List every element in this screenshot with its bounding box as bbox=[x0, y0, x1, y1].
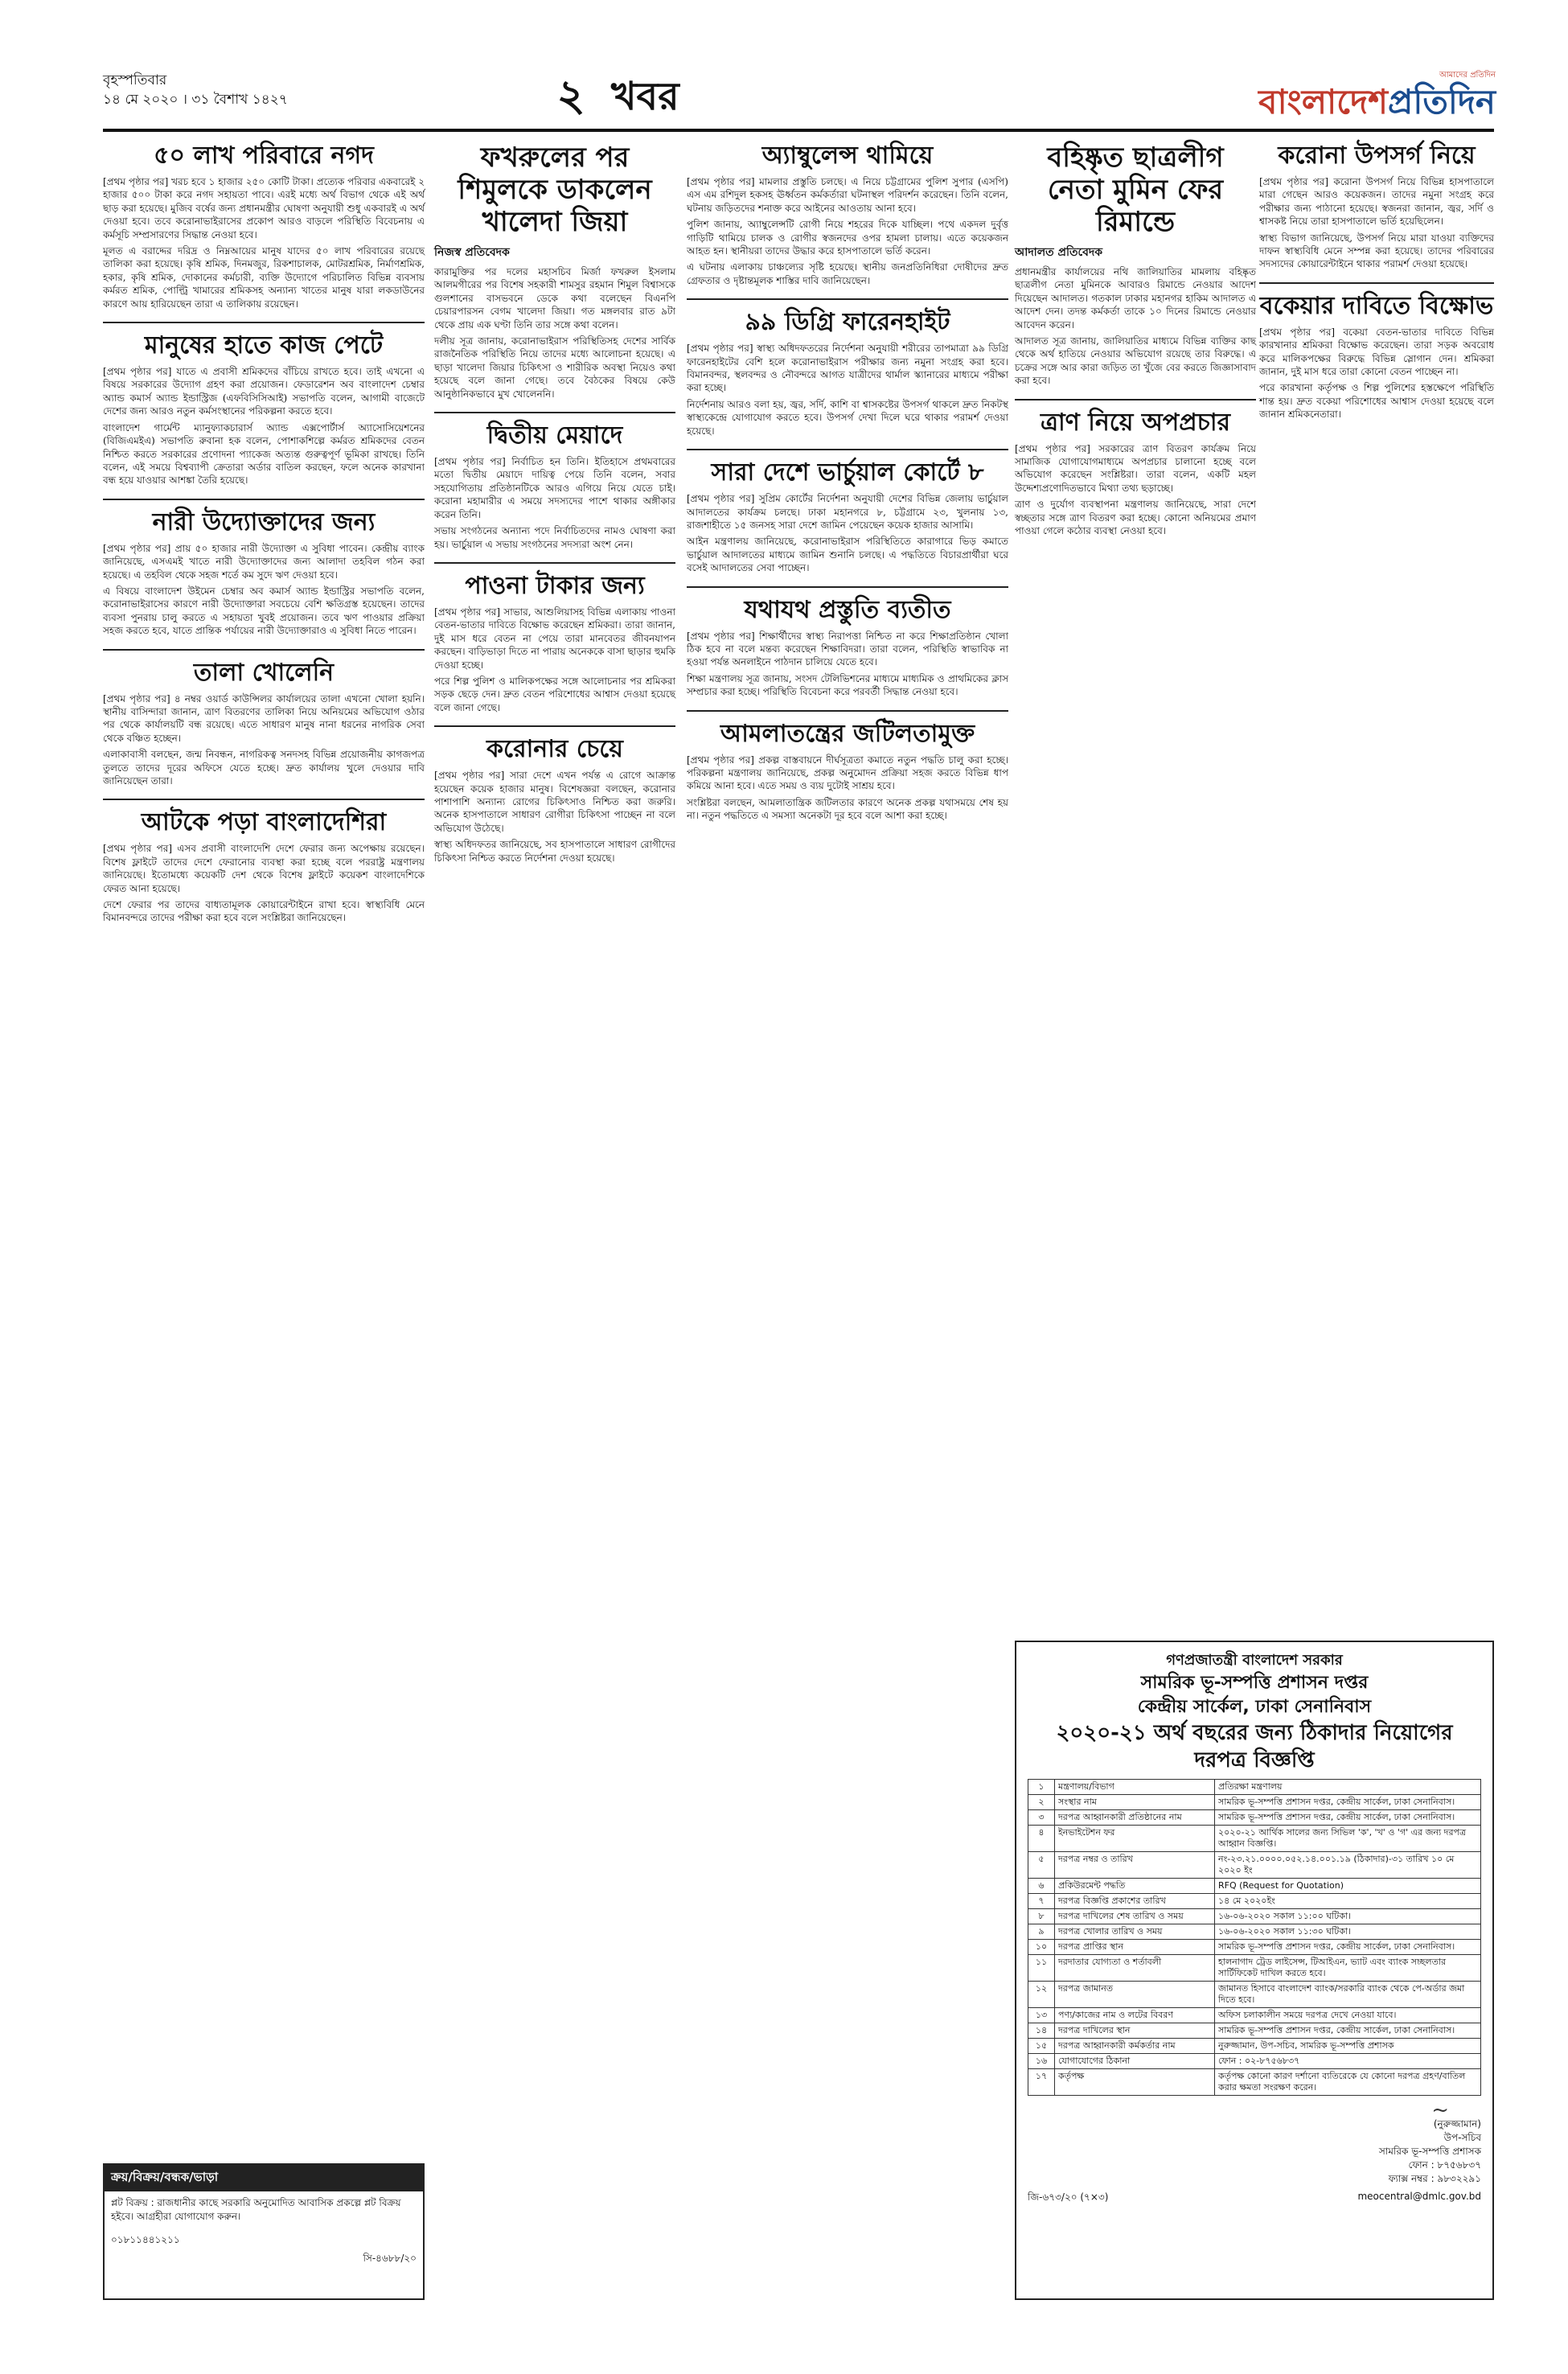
tender-row-field: পণ্য/কাজের নাম ও লটের বিবরণ bbox=[1055, 2008, 1215, 2023]
tender-signature-block bbox=[1028, 2098, 1481, 2186]
paragraph: বাংলাদেশ গার্মেন্ট ম্যানুফ্যাকচারার্স অ্যান্ড এক্সপোর্টার্স অ্যাসোসিয়েশনের (বিজিএমইএ) সভাপতি রুবানা হক বলেন, পোশাকশিল্পে কর্মরত শ্রমিকদের বেতন নিশ্চিত করতে সরকারের প্রণোদনা প্যাকেজ অত্যন্ত গুরুত্বপূর্ণ ভূমিকা রাখছে। তিনি বলেন, এই সময়ে বিশ্বব্যাপী ক্রেতারা অর্ডার বাতিল করছেন, ফলে অনেক কারখানা বন্ধ হয়ে যাওয়ার আশঙ্কা তৈরি হয়েছে। bbox=[103, 421, 425, 487]
paragraph: কারামুক্তির পর দলের মহাসচিব মির্জা ফখরুল ইসলাম আলমগীরের পর বিশেষ সহকারী শামসুর রহমান শিমুল বিশ্বাসকে গুলশানের বাসভবনে ডেকে কথা বলেছেন বিএনপি চেয়ারপারসন বেগম খালেদা জিয়া। গত মঙ্গলবার রাত ৯টা থেকে প্রায় এক ঘণ্টা তিনি তার সঙ্গে কথা বলেন। bbox=[434, 266, 675, 331]
masthead-rule bbox=[103, 129, 1494, 132]
article-jobs bbox=[103, 331, 425, 487]
tender-row-number: ৫ bbox=[1028, 1852, 1055, 1879]
article-virtual-court bbox=[687, 458, 1008, 574]
paragraph: ত্রাণ ও দুর্যোগ ব্যবস্থাপনা মন্ত্রণালয় জানিয়েছে, সারা দেশে স্বচ্ছতার সঙ্গে ত্রাণ বিতরণ করা হচ্ছে। কোনো অনিয়মের প্রমাণ পাওয়া গেলে কঠোর ব্যবস্থা নেওয়া হবে। bbox=[1015, 499, 1256, 537]
paragraph: [প্রথম পৃষ্ঠার পর] বকেয়া বেতন-ভাতার দাবিতে বিভিন্ন কারখানার শ্রমিকরা বিক্ষোভ করেছেন। তারা সড়ক অবরোধ করে মালিকপক্ষের বিরুদ্ধে বিভিন্ন স্লোগান দেন। শ্রমিকরা জানান, দুই মাস ধরে তারা কোনো বেতন পাচ্ছেন না। bbox=[1259, 326, 1494, 378]
tender-row-number: ১২ bbox=[1028, 1982, 1055, 2008]
tender-row-value: জামানত হিসাবে বাংলাদেশ ব্যাংক/সরকারি ব্যাংক থেকে পে-অর্ডার জমা দিতে হবে। bbox=[1215, 1982, 1481, 2008]
masthead-date bbox=[103, 71, 288, 109]
classified-ad bbox=[103, 2163, 425, 2300]
tender-circle: কেন্দ্রীয় সার্কেল, ঢাকা সেনানিবাস bbox=[1137, 1697, 1372, 1717]
tender-row bbox=[1028, 2023, 1481, 2039]
tender-row bbox=[1028, 1795, 1481, 1810]
paragraph: পরে শিল্প পুলিশ ও মালিকপক্ষের সঙ্গে আলোচনার পর শ্রমিকরা সড়ক ছেড়ে দেন। দ্রুত বেতন পরিশোধের আশ্বাস দেওয়া হয়েছে বলে জানা গেছে। bbox=[434, 675, 675, 713]
article-than-corona bbox=[434, 735, 675, 865]
tender-row bbox=[1028, 1982, 1481, 2008]
paragraph: [প্রথম পৃষ্ঠার পর] এসব প্রবাসী বাংলাদেশি দেশে ফেরার জন্য অপেক্ষায় রয়েছেন। বিশেষ ফ্লাইটে তাদের দেশে ফেরানোর ব্যবস্থা করা হচ্ছে বলে পররাষ্ট্র মন্ত্রণালয় জানিয়েছে। ইতোমধ্যে কয়েকটি দেশ থেকে বিশেষ ফ্লাইটে কয়েকশ বাংলাদেশিকে ফেরত আনা হয়েছে। bbox=[103, 843, 425, 894]
paragraph: আদালত সূত্র জানায়, জালিয়াতির মাধ্যমে বিভিন্ন ব্যক্তির কাছ থেকে অর্থ হাতিয়ে নেওয়ার অভিযোগ রয়েছে তার বিরুদ্ধে। এ চক্রের সঙ্গে আর কারা জড়িত তা খুঁজে বের করতে জিজ্ঞাসাবাদ করা হবে। bbox=[1015, 335, 1256, 387]
tender-row-field: দরপত্র আহ্বানকারী প্রতিষ্ঠানের নাম bbox=[1055, 1810, 1215, 1826]
paragraph: আইন মন্ত্রণালয় জানিয়েছে, করোনাভাইরাস পরিস্থিতিতে কারাগারে ভিড় কমাতে ভার্চুয়াল আদালতের মাধ্যমে জামিন শুনানি চলছে। এ পদ্ধতিতে বিচারপ্রার্থীরা ঘরে বসেই আদালতের সেবা পাচ্ছেন। bbox=[687, 536, 1008, 574]
paragraph: [প্রথম পৃষ্ঠার পর] নির্বাচিত হন তিনি। ইতিহাসে প্রথমবারের মতো দ্বিতীয় মেয়াদে দায়িত্ব পেয়ে তিনি বলেন, সবার সহযোগিতায় প্রতিষ্ঠানটিকে আরও এগিয়ে নিয়ে যেতে চাই। করোনা মহামারীর এ সময়ে সদস্যদের পাশে থাকার অঙ্গীকার করেন তিনি। bbox=[434, 456, 675, 520]
divider bbox=[687, 586, 1008, 588]
divider bbox=[103, 499, 425, 500]
tender-row bbox=[1028, 1894, 1481, 1909]
article-second-term bbox=[434, 421, 675, 551]
column-5 bbox=[1259, 142, 1494, 433]
classified-body: প্লট বিক্রয় : রাজধানীর কাছে সরকারি অনুমোদিত আবাসিক প্রকল্পে প্লট বিক্রয় হইবে। আগ্রহীরা যোগাযোগ করুন। bbox=[111, 2197, 401, 2222]
tender-row-number: ৬ bbox=[1028, 1879, 1055, 1894]
headline: ৫০ লাখ পরিবারে নগদ bbox=[154, 142, 374, 170]
paragraph: দলীয় সূত্র জানায়, করোনাভাইরাস পরিস্থিতিসহ দেশের সার্বিক রাজনৈতিক পরিস্থিতি নিয়ে তাদের মধ্যে আলোচনা হয়েছে। এ ছাড়া খালেদা জিয়ার চিকিৎসা ও শারীরিক অবস্থা নিয়েও কথা হয়েছে বলে জানা গেছে। তবে বৈঠকের বিষয়ে কেউ আনুষ্ঠানিকভাবে মুখ খোলেননি। bbox=[434, 335, 675, 400]
paragraph: শিক্ষা মন্ত্রণালয় সূত্র জানায়, সংসদ টেলিভিশনের মাধ্যমে মাধ্যমিক ও প্রাথমিকের ক্লাস সম্প্রচার করা হচ্ছে। পরিস্থিতি বিবেচনা করে পরবর্তী সিদ্ধান্ত নেওয়া হবে। bbox=[687, 672, 1008, 698]
divider bbox=[434, 725, 675, 727]
tender-row-value: নং-২৩.২১.০০০০.০৫২.১৪.০০১.১৯ (ঠিকাদার)-৩১ তারিখ ১০ মে ২০২০ ইং bbox=[1215, 1852, 1481, 1879]
signer-title-1: উপ-সচিব bbox=[1443, 2132, 1481, 2143]
article-dues bbox=[434, 572, 675, 714]
tender-row-number: ৭ bbox=[1028, 1894, 1055, 1909]
tender-row-number: ১৬ bbox=[1028, 2054, 1055, 2069]
signer-phone: ফোন : ৮৭৫৬৮৩৭ bbox=[1408, 2159, 1481, 2171]
article-dues-protest bbox=[1259, 292, 1494, 421]
page-number: ২ bbox=[556, 69, 585, 121]
logo-tagline: আমাদের প্রতিদিন bbox=[1439, 71, 1496, 80]
headline: মানুষের হাতে কাজ পেটে bbox=[144, 331, 384, 360]
tender-row-value: ১৬-০৬-২০২০ সকাল ১১:৩০ ঘটিকা। bbox=[1215, 1924, 1481, 1940]
paragraph: [প্রথম পৃষ্ঠার পর] ৪ নম্বর ওয়ার্ড কাউন্সিলর কার্যালয়ের তালা এখনো খোলা হয়নি। স্থানীয় বাসিন্দারা জানান, ত্রাণ বিতরণের তালিকা নিয়ে অনিয়মের অভিযোগ ওঠার পর থেকে কার্যালয়টি বন্ধ রয়েছে। এতে সাধারণ মানুষ নানা ধরনের নাগরিক সেবা থেকে বঞ্চিত হচ্ছেন। bbox=[103, 692, 425, 744]
tender-row-number: ৪ bbox=[1028, 1826, 1055, 1852]
headline: যথাযথ প্রস্তুতি ব্যতীত bbox=[744, 595, 951, 624]
paragraph: দেশে ফেরার পর তাদের বাধ্যতামূলক কোয়ারেন্টাইনে রাখা হবে। স্বাস্থ্যবিধি মেনে বিমানবন্দরে তাদের পরীক্ষা করা হবে বলে সংশ্লিষ্টরা জানিয়েছেন। bbox=[103, 899, 425, 924]
paragraph: পরে কারখানা কর্তৃপক্ষ ও শিল্প পুলিশের হস্তক্ষেপে পরিস্থিতি শান্ত হয়। দ্রুত বকেয়া পরিশোধের আশ্বাস দেওয়া হয়েছে বলে জানান শ্রমিকনেতারা। bbox=[1259, 382, 1494, 421]
logo-part-2: প্রতিদিন bbox=[1387, 82, 1496, 121]
paragraph: স্বাস্থ্য বিভাগ জানিয়েছে, উপসর্গ নিয়ে মারা যাওয়া ব্যক্তিদের দাফন স্বাস্থ্যবিধি মেনে সম্পন্ন করা হয়েছে। তাদের পরিবারের সদস্যদের কোয়ারেন্টাইনে থাকার পরামর্শ দেওয়া হয়েছে। bbox=[1259, 232, 1494, 270]
tender-row-value: কর্তৃপক্ষ কোনো কারণ দর্শানো ব্যতিরেকে যে কোনো দরপত্র গ্রহণ/বাতিল করার ক্ষমতা সংরক্ষণ করেন। bbox=[1215, 2069, 1481, 2096]
tender-row-number: ১৩ bbox=[1028, 2008, 1055, 2023]
paragraph: সভায় সংগঠনের অন্যান্য পদে নির্বাচিতদের নামও ঘোষণা করা হয়। ভার্চুয়াল এ সভায় সংগঠনের সদস্যরা অংশ নেন। bbox=[434, 525, 675, 550]
tender-row-number: ৯ bbox=[1028, 1924, 1055, 1940]
tender-row-value: সামরিক ভূ-সম্পত্তি প্রশাসন দপ্তর, কেন্দ্রীয় সার্কেল, ঢাকা সেনানিবাস। bbox=[1215, 2023, 1481, 2039]
paragraph: [প্রথম পৃষ্ঠার পর] স্বাস্থ্য অধিদফতরের নির্দেশনা অনুযায়ী শরীরের তাপমাত্রা ৯৯ ডিগ্রি ফারেনহাইটের বেশি হলে করোনাভাইরাস পরীক্ষার জন্য নমুনা সংগ্রহ করা হবে। বিমানবন্দর, স্থলবন্দর ও নৌবন্দরে আগত যাত্রীদের থার্মাল স্ক্যানারের মাধ্যমে পরীক্ষা করা হচ্ছে। bbox=[687, 343, 1008, 394]
newspaper-logo bbox=[1126, 69, 1496, 125]
tender-row bbox=[1028, 1826, 1481, 1852]
column-1 bbox=[103, 142, 425, 936]
tender-footer bbox=[1028, 2191, 1481, 2207]
signer-fax: ফ্যাক্স নম্বর : ৯৮৩২২৯১ bbox=[1388, 2173, 1481, 2184]
tender-row-field: দরপত্র খোলার তারিখ ও সময় bbox=[1055, 1924, 1215, 1940]
masthead-day: বৃহস্পতিবার bbox=[103, 72, 167, 88]
tender-row-value: নুরুজ্জামান, উপ-সচিব, সামরিক ভূ-সম্পত্তি প্রশাসক bbox=[1215, 2039, 1481, 2054]
divider bbox=[1259, 282, 1494, 284]
headline: নারী উদ্যোক্তাদের জন্য bbox=[152, 507, 376, 536]
tender-row bbox=[1028, 2008, 1481, 2023]
signer-name: (নুরুজ্জামান) bbox=[1433, 2118, 1481, 2130]
tender-row-field: দরপত্র বিজ্ঞপ্তি প্রকাশের তারিখ bbox=[1055, 1894, 1215, 1909]
paragraph: এলাকাবাসী বলছেন, জন্ম নিবন্ধন, নাগরিকত্ব সনদসহ বিভিন্ন প্রয়োজনীয় কাগজপত্র তুলতে তাদের দূরের অফিসে যেতে হচ্ছে। দ্রুত কার্যালয় খুলে দেওয়ার দাবি জানিয়েছেন তারা। bbox=[103, 749, 425, 787]
article-women-entrepreneurs bbox=[103, 508, 425, 638]
tender-row-number: ১৭ bbox=[1028, 2069, 1055, 2096]
tender-row-field: মন্ত্রণালয়/বিভাগ bbox=[1055, 1780, 1215, 1795]
paragraph: প্রধানমন্ত্রীর কার্যালয়ের নথি জালিয়াতির মামলায় বহিষ্কৃত ছাত্রলীগ নেতা মুমিনকে আবারও রিমান্ডে নেওয়ার আদেশ দিয়েছেন আদালত। গতকাল ঢাকার মহানগর হাকিম আদালত এ আদেশ দেন। তদন্ত কর্মকর্তা তাকে ১০ দিনের রিমান্ডে নেওয়ার আবেদন করেন। bbox=[1015, 266, 1256, 331]
paragraph: [প্রথম পৃষ্ঠার পর] সাভার, আশুলিয়াসহ বিভিন্ন এলাকায় পাওনা বেতন-ভাতার দাবিতে বিক্ষোভ করেছেন শ্রমিকরা। তারা জানান, দুই মাস ধরে বেতন না পেয়ে তারা মানবেতর জীবনযাপন করছেন। বাড়িভাড়া দিতে না পারায় অনেককে বাসা ছাড়ার হুমকি দেওয়া হচ্ছে। bbox=[434, 606, 675, 671]
article-lock bbox=[103, 659, 425, 788]
divider bbox=[103, 799, 425, 800]
paragraph: [প্রথম পৃষ্ঠার পর] শিক্ষার্থীদের স্বাস্থ্য নিরাপত্তা নিশ্চিত না করে শিক্ষাপ্রতিষ্ঠান খোলা ঠিক হবে না বলে মন্তব্য করেছেন শিক্ষাবিদরা। তারা বলেন, পরিস্থিতি স্বাভাবিক না হওয়া পর্যন্ত অনলাইনে পাঠদান চালিয়ে যেতে হবে। bbox=[687, 630, 1008, 668]
article-99-degree bbox=[687, 308, 1008, 437]
tender-notice bbox=[1015, 1641, 1494, 2300]
signature-mark: ~ bbox=[1431, 2098, 1449, 2122]
column-2 bbox=[434, 142, 675, 876]
tender-email[interactable]: meocentral@dmlc.gov.bd bbox=[1357, 2191, 1481, 2202]
article-cash-support bbox=[103, 142, 425, 310]
tender-row-number: ১৫ bbox=[1028, 2039, 1055, 2054]
tender-row-value: RFQ (Request for Quotation) bbox=[1215, 1879, 1481, 1894]
tender-office: সামরিক ভূ-সম্পত্তি প্রশাসন দপ্তর bbox=[1140, 1673, 1369, 1693]
tender-row-field: প্রকিউরমেন্ট পদ্ধতি bbox=[1055, 1879, 1215, 1894]
section-label: খবর bbox=[611, 74, 679, 119]
tender-govt: গণপ্রজাতন্ত্রী বাংলাদেশ সরকার bbox=[1166, 1652, 1343, 1669]
tender-row-value: ২০২০-২১ আর্থিক সালের জন্য সিভিল 'ক', 'খ' ও 'গ' এর জন্য দরপত্র আহ্বান বিজ্ঞপ্তি। bbox=[1215, 1826, 1481, 1852]
tender-row-field: দরদাতার যোগ্যতা ও শর্তাবলী bbox=[1055, 1955, 1215, 1982]
column-4 bbox=[1015, 142, 1256, 549]
tender-ref: জি-৬৭৩/২০ (৭×৩) bbox=[1028, 2191, 1109, 2203]
article-relief-propaganda bbox=[1015, 409, 1256, 538]
divider bbox=[687, 298, 1008, 300]
headline: সারা দেশে ভার্চুয়াল কোর্টে ৮ bbox=[711, 458, 984, 487]
tender-row-field: যোগাযোগের ঠিকানা bbox=[1055, 2054, 1215, 2069]
divider bbox=[434, 562, 675, 564]
tender-row bbox=[1028, 1909, 1481, 1924]
tender-row-field: দরপত্র দাখিলের স্থান bbox=[1055, 2023, 1215, 2039]
byline: আদালত প্রতিবেদক bbox=[1015, 246, 1103, 259]
tender-row-value: অফিস চলাকালীন সময়ে দরপত্র দেখে নেওয়া যাবে। bbox=[1215, 2008, 1481, 2023]
divider bbox=[687, 710, 1008, 712]
tender-row-value: সামরিক ভূ-সম্পত্তি প্রশাসন দপ্তর, কেন্দ্রীয় সার্কেল, ঢাকা সেনানিবাস। bbox=[1215, 1810, 1481, 1826]
logo-part-1: বাংলাদেশ bbox=[1258, 82, 1388, 121]
headline: আমলাতন্ত্রের জটিলতামুক্ত bbox=[720, 719, 975, 748]
paragraph: [প্রথম পৃষ্ঠার পর] খরচ হবে ১ হাজার ২৫০ কোটি টাকা। প্রত্যেক পরিবার একবারেই ২ হাজার ৫০০ টাকা করে নগদ সহায়তা পাবে। এরই মধ্যে অর্থ বিভাগ থেকে এই অর্থ ছাড় করা হয়েছে। মুজিব বর্ষের জন্য প্রধানমন্ত্রীর ঘোষণা অনুযায়ী শুধু একবারই এ অর্থ দেওয়া হবে। তবে করোনাভাইরাসের প্রকোপ আরও বাড়লে পরিস্থিতি বিবেচনায় এ কর্মসূচি সম্প্রসারণের সিদ্ধান্ত নেওয়া হবে। bbox=[103, 176, 425, 240]
divider bbox=[103, 649, 425, 651]
article-momin-remand bbox=[1015, 142, 1256, 388]
paragraph: [প্রথম পৃষ্ঠার পর] সরকারের ত্রাণ বিতরণ কার্যক্রম নিয়ে সামাজিক যোগাযোগমাধ্যমে অপপ্রচার চালানো হচ্ছে বলে অভিযোগ করেছেন সংশ্লিষ্টরা। তারা বলেন, একটি মহল উদ্দেশ্যপ্রণোদিতভাবে মিথ্যা তথ্য ছড়াচ্ছে। bbox=[1015, 442, 1256, 494]
divider bbox=[687, 449, 1008, 450]
classified-header: ক্রয়/বিক্রয়/বন্ধক/ভাড়া bbox=[105, 2165, 423, 2191]
tender-row-value: ১৬-০৬-২০২০ সকাল ১১:০০ ঘটিকা। bbox=[1215, 1909, 1481, 1924]
paragraph: নির্দেশনায় আরও বলা হয়, জ্বর, সর্দি, কাশি বা শ্বাসকষ্টের উপসর্গ থাকলে দ্রুত নিকটস্থ স্বাস্থ্যকেন্দ্রে যোগাযোগ করতে হবে। উপসর্গ দেখা দিলে ঘরে থাকার পরামর্শ দেওয়া হয়েছে। bbox=[687, 398, 1008, 437]
tender-row bbox=[1028, 1810, 1481, 1826]
tender-title: ২০২০-২১ অর্থ বছরের জন্য ঠিকাদার নিয়োগের দরপত্র বিজ্ঞপ্তি bbox=[1056, 1721, 1453, 1772]
tender-row-value: ফোন : ০২-৮৭৫৬৮৩৭ bbox=[1215, 2054, 1481, 2069]
tender-row-number: ১০ bbox=[1028, 1940, 1055, 1955]
paragraph: সংশ্লিষ্টরা বলছেন, আমলাতান্ত্রিক জটিলতার কারণে অনেক প্রকল্প যথাসময়ে শেষ হয় না। নতুন পদ্ধতিতে এ সমস্যা অনেকটা দূর হবে বলে আশা করা হচ্ছে। bbox=[687, 796, 1008, 822]
paragraph: [প্রথম পৃষ্ঠার পর] যাতে এ প্রবাসী শ্রমিকদের বাঁচিয়ে রাখতে হবে। তাই এখনো এ বিষয়ে সরকারের উদ্যোগ গ্রহণ করা প্রয়োজন। ফেডারেশন অব বাংলাদেশ চেম্বার অ্যান্ড কমার্স অ্যান্ড ইন্ডাস্ট্রিজ (এফবিসিসিআই) সভাপতি বলেন, আগামী বাজেটে দেশের জন্য আরও নতুন কর্মসংস্থানের পরিকল্পনা করতে হবে। bbox=[103, 366, 425, 417]
tender-row bbox=[1028, 1955, 1481, 1982]
tender-row bbox=[1028, 1780, 1481, 1795]
paragraph: [প্রথম পৃষ্ঠার পর] করোনা উপসর্গ নিয়ে বিভিন্ন হাসপাতালে মারা গেছেন আরও কয়েকজন। তাদের নমুনা সংগ্রহ করে পরীক্ষার জন্য পাঠানো হয়েছে। স্বজনরা জানান, জ্বর, সর্দি ও শ্বাসকষ্ট নিয়ে তারা হাসপাতালে ভর্তি হয়েছিলেন। bbox=[1259, 176, 1494, 228]
article-preparation bbox=[687, 596, 1008, 699]
classified-phone: ০১৮১১৪৪১২১১ bbox=[111, 2234, 180, 2245]
masthead-full-date: ১৪ মে ২০২০ । ৩১ বৈশাখ ১৪২৭ bbox=[103, 92, 288, 108]
paragraph: স্বাস্থ্য অধিদফতর জানিয়েছে, সব হাসপাতালে সাধারণ রোগীদের চিকিৎসা নিশ্চিত করতে নির্দেশনা দেওয়া হয়েছে। bbox=[434, 839, 675, 864]
article-ambulance bbox=[687, 142, 1008, 287]
tender-row-field: ইনভাইটেশন ফর bbox=[1055, 1826, 1215, 1852]
tender-row-field: দরপত্র জামানত bbox=[1055, 1982, 1215, 2008]
article-bureaucracy bbox=[687, 720, 1008, 823]
tender-row-value: সামরিক ভূ-সম্পত্তি প্রশাসন দপ্তর, কেন্দ্রীয় সার্কেল, ঢাকা সেনানিবাস। bbox=[1215, 1940, 1481, 1955]
headline: করোনা উপসর্গ নিয়ে bbox=[1278, 142, 1476, 170]
tender-row-field: দরপত্র আহ্বানকারী কর্মকর্তার নাম bbox=[1055, 2039, 1215, 2054]
tender-row bbox=[1028, 2054, 1481, 2069]
classified-code: সি-৪৬৮৮/২০ bbox=[363, 2253, 417, 2264]
tender-row-number: ৩ bbox=[1028, 1810, 1055, 1826]
tender-row-field: দরপত্র প্রাপ্তির স্থান bbox=[1055, 1940, 1215, 1955]
tender-row-number: ১১ bbox=[1028, 1955, 1055, 1982]
paragraph: মূলত এ বরাদ্দের দরিদ্র ও নিম্নআয়ের মানুষ যাদের ৫০ লাখ পরিবারের রয়েছে তালিকা করা হয়েছে। কৃষি শ্রমিক, দিনমজুর, রিকশাচালক, মোটরশ্রমিক, নির্মাণশ্রমিক, হকার, কৃষি শ্রমিক, দোকানের কর্মচারী, ব্যক্তি উদ্যোগে পরিচালিত বিভিন্ন ব্যবসায় কর্মরত শ্রমিক, পোল্ট্রি খামারের শ্রমিকসহ অন্যান্য খাতের মানুষ যারা লকডাউনের কারণে আয় হারিয়েছেন তারা এ তালিকায় রয়েছেন। bbox=[103, 245, 425, 310]
headline: অ্যাম্বুলেন্স থামিয়ে bbox=[761, 142, 934, 170]
tender-row-field: দরপত্র নম্বর ও তারিখ bbox=[1055, 1852, 1215, 1879]
tender-row-number: ২ bbox=[1028, 1795, 1055, 1810]
paragraph: [প্রথম পৃষ্ঠার পর] প্রায় ৫০ হাজার নারী উদ্যোক্তা এ সুবিধা পাবেন। কেন্দ্রীয় ব্যাংক জানিয়েছে, এসএমই খাতে নারী উদ্যোক্তাদের জন্য আলাদা তহবিল গঠন করা হয়েছে। এ তহবিল থেকে সহজ শর্তে কম সুদে ঋণ দেওয়া হবে। bbox=[103, 542, 425, 581]
headline: বকেয়ার দাবিতে বিক্ষোভ bbox=[1259, 291, 1494, 320]
tender-row-number: ১৪ bbox=[1028, 2023, 1055, 2039]
headline: ৯৯ ডিগ্রি ফারেনহাইট bbox=[745, 308, 950, 337]
paragraph: [প্রথম পৃষ্ঠার পর] সারা দেশে এখন পর্যন্ত এ রোগে আক্রান্ত হয়েছেন কয়েক হাজার মানুষ। বিশেষজ্ঞরা বলছেন, করোনার পাশাপাশি অন্যান্য রোগের চিকিৎসাও নিশ্চিত করা জরুরি। অনেক হাসপাতালে সাধারণ রোগীরা চিকিৎসা পাচ্ছেন না বলে অভিযোগ উঠেছে। bbox=[434, 770, 675, 834]
logo-text bbox=[1126, 83, 1496, 121]
column-3 bbox=[687, 142, 1008, 834]
tender-row-field: দরপত্র দাখিলের শেষ তারিখ ও সময় bbox=[1055, 1909, 1215, 1924]
paragraph: এ ঘটনায় এলাকায় চাঞ্চল্যের সৃষ্টি হয়েছে। স্থানীয় জনপ্রতিনিধিরা দোষীদের দ্রুত গ্রেফতার ও দৃষ্টান্তমূলক শাস্তির দাবি জানিয়েছেন। bbox=[687, 261, 1008, 286]
headline: ফখরুলের পর শিমুলকে ডাকলেন খালেদা জিয়া bbox=[458, 142, 652, 238]
tender-row bbox=[1028, 1940, 1481, 1955]
tender-row-value: হালনাগাদ ট্রেড লাইসেন্স, টিআইএন, ভ্যাট এবং ব্যাংক সচ্ছলতার সার্টিফিকেট দাখিল করতে হবে। bbox=[1215, 1955, 1481, 1982]
tender-row bbox=[1028, 1924, 1481, 1940]
article-khaleda bbox=[434, 142, 675, 400]
paragraph: [প্রথম পৃষ্ঠার পর] মামলার প্রস্তুতি চলছে। এ নিয়ে চট্টগ্রামের পুলিশ সুপার (এসপি) এস এম রশিদুল হকসহ ঊর্ধ্বতন কর্মকর্তারা ঘটনাস্থল পরিদর্শন করেছেন। তিনি বলেন, ঘটনায় জড়িতদের শনাক্ত করে আইনের আওতায় আনা হবে। bbox=[687, 176, 1008, 214]
tender-row-number: ৮ bbox=[1028, 1909, 1055, 1924]
headline: তালা খোলেনি bbox=[193, 658, 335, 687]
tender-row-value: সামরিক ভূ-সম্পত্তি প্রশাসন দপ্তর, কেন্দ্রীয় সার্কেল, ঢাকা সেনানিবাস। bbox=[1215, 1795, 1481, 1810]
headline: দ্বিতীয় মেয়াদে bbox=[486, 421, 623, 450]
paragraph: পুলিশ জানায়, অ্যাম্বুলেন্সটি রোগী নিয়ে শহরের দিকে যাচ্ছিল। পথে একদল দুর্বৃত্ত গাড়িটি থামিয়ে চালক ও রোগীর স্বজনদের ওপর হামলা চালায়। এতে কয়েকজন আহত হন। স্থানীয়রা তাদের উদ্ধার করে হাসপাতালে ভর্তি করেন। bbox=[687, 219, 1008, 257]
headline: করোনার চেয়ে bbox=[486, 735, 623, 764]
tender-row-value: প্রতিরক্ষা মন্ত্রণালয় bbox=[1215, 1780, 1481, 1795]
article-corona-symptoms bbox=[1259, 142, 1494, 271]
tender-row bbox=[1028, 2039, 1481, 2054]
tender-row-value: ১৪ মে ২০২০ইং bbox=[1215, 1894, 1481, 1909]
tender-row-number: ১ bbox=[1028, 1780, 1055, 1795]
tender-table bbox=[1028, 1779, 1481, 2096]
tender-row-field: কর্তৃপক্ষ bbox=[1055, 2069, 1215, 2096]
paragraph: [প্রথম পৃষ্ঠার পর] প্রকল্প বাস্তবায়নে দীর্ঘসূত্রতা কমাতে নতুন পদ্ধতি চালু করা হচ্ছে। পরিকল্পনা মন্ত্রণালয় জানিয়েছে, প্রকল্প অনুমোদন প্রক্রিয়া সহজ করতে বিভিন্ন ধাপ কমিয়ে আনা হবে। এতে সময় ও ব্যয় দুটোই সাশ্রয় হবে। bbox=[687, 754, 1008, 792]
tender-row bbox=[1028, 1852, 1481, 1879]
divider bbox=[103, 322, 425, 323]
headline: ত্রাণ নিয়ে অপপ্রচার bbox=[1040, 408, 1231, 437]
article-stranded bbox=[103, 808, 425, 924]
tender-row bbox=[1028, 1879, 1481, 1894]
byline: নিজস্ব প্রতিবেদক bbox=[434, 246, 510, 259]
divider bbox=[1015, 399, 1256, 400]
paragraph: [প্রথম পৃষ্ঠার পর] সুপ্রিম কোর্টের নির্দেশনা অনুযায়ী দেশের বিভিন্ন জেলায় ভার্চুয়াল আদালতের কার্যক্রম চলছে। ঢাকা মহানগরে ৮, চট্টগ্রামে ২৩, খুলনায় ১৩, রাজশাহীতে ১৫ জনসহ সারা দেশে জামিন পেয়েছেন কয়েক হাজার আসামি। bbox=[687, 493, 1008, 531]
tender-row-field: সংস্থার নাম bbox=[1055, 1795, 1215, 1810]
headline: আটকে পড়া বাংলাদেশিরা bbox=[141, 808, 387, 837]
divider bbox=[434, 412, 675, 413]
paragraph: এ বিষয়ে বাংলাদেশ উইমেন চেম্বার অব কমার্স অ্যান্ড ইন্ডাস্ট্রির সভাপতি বলেন, করোনাভাইরাসের কারণে নারী উদ্যোক্তারা সবচেয়ে বেশি ক্ষতিগ্রস্ত হয়েছেন। তাদের ব্যবসা পুনরায় চালু করতে এ সহায়তা খুবই প্রয়োজন। তবে ঋণ পাওয়ার প্রক্রিয়া সহজ করতে হবে, যাতে প্রান্তিক পর্যায়ের নারী উদ্যোক্তারাও এ সুবিধা নিতে পারেন। bbox=[103, 585, 425, 637]
tender-row bbox=[1028, 2069, 1481, 2096]
headline: পাওনা টাকার জন্য bbox=[465, 571, 645, 600]
headline: বহিষ্কৃত ছাত্রলীগ নেতা মুমিন ফের রিমান্ডে bbox=[1047, 142, 1224, 238]
signer-title-2: সামরিক ভূ-সম্পত্তি প্রশাসক bbox=[1378, 2146, 1481, 2157]
